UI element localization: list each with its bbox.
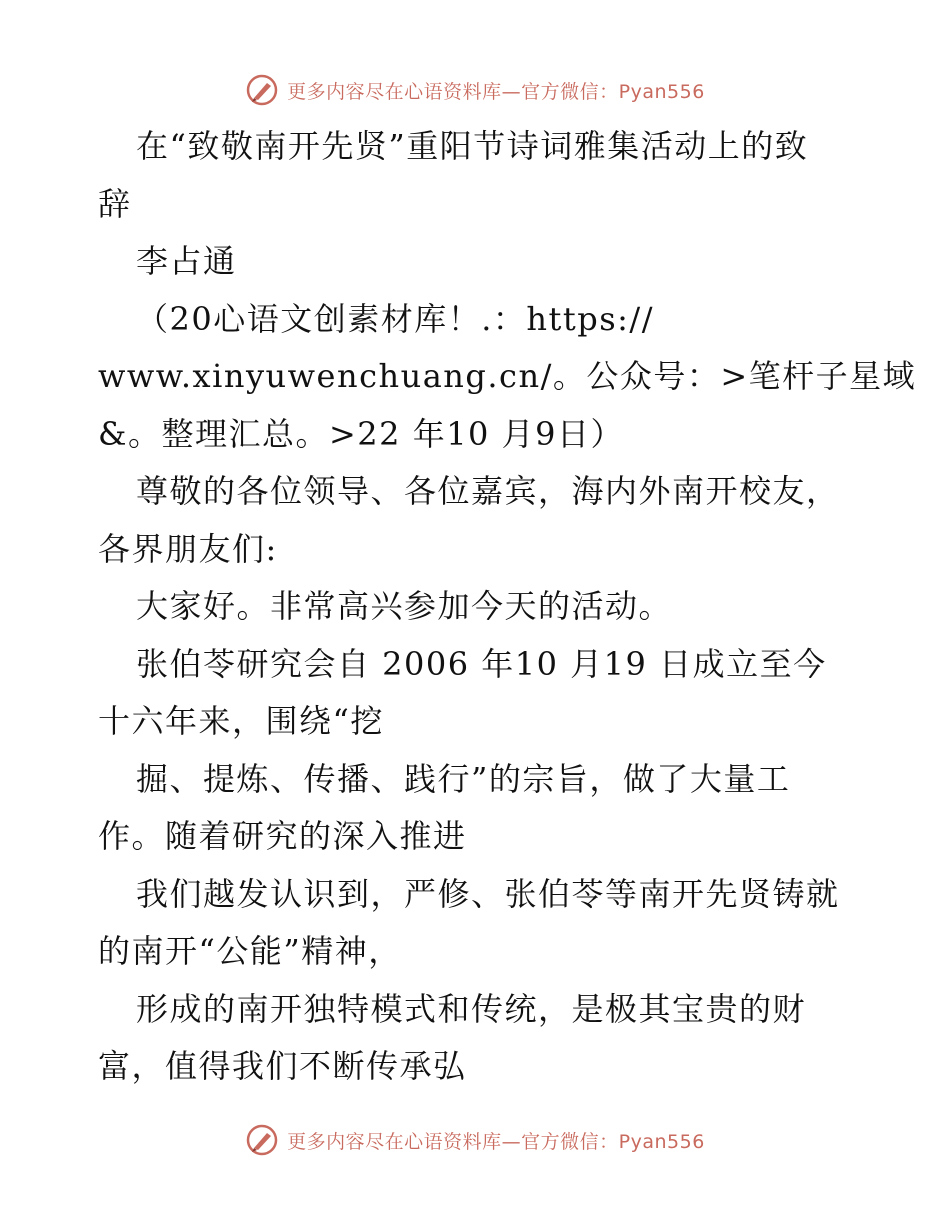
text-line: （20心语文创素材库！.：https:// — [136, 299, 654, 338]
watermark-banner-bottom — [0, 1120, 950, 1160]
text-line: &。整理汇总。>22 年10 月9日） — [98, 414, 624, 453]
text-line: 掘、提炼、传播、践行”的宗旨，做了大量工 — [136, 759, 791, 798]
pen-logo-icon — [245, 73, 279, 107]
pen-logo-icon — [245, 1123, 279, 1157]
text-line: 形成的南开独特模式和传统，是极其宝贵的财 — [136, 989, 807, 1028]
text-line: 富，值得我们不断传承弘 — [98, 1047, 467, 1085]
text-line: 我们越发认识到，严修、张伯苓等南开先贤铸就 — [136, 874, 840, 913]
text-line: 十六年来，围绕“挖 — [98, 702, 384, 740]
text-line: 尊敬的各位领导、各位嘉宾，海内外南开校友， — [136, 472, 840, 510]
text-line: 张伯苓研究会自 2006 年10 月19 日成立至今 — [136, 644, 827, 683]
text-line: 各界朋友们: — [98, 529, 278, 568]
watermark-text: 更多内容尽在心语资料库—官方微信：Pyan556 — [287, 1130, 705, 1153]
text-line: 辞 — [98, 184, 132, 223]
text-line: 大家好。非常高兴参加今天的活动。 — [136, 587, 673, 625]
text-line: 在“致敬南开先贤”重阳节诗词雅集活动上的致 — [136, 127, 809, 165]
text-line: 李占通 — [136, 242, 237, 280]
document-body — [98, 118, 917, 1096]
text-line: 作。随着研究的深入推进 — [98, 817, 467, 855]
text-line: www.xinyuwenchuang.cn/。公众号：>笔杆子星域 — [98, 357, 917, 395]
watermark-banner-top — [0, 70, 950, 110]
text-line: 的南开“公能”精神， — [98, 932, 402, 970]
watermark-text: 更多内容尽在心语资料库—官方微信：Pyan556 — [287, 80, 705, 103]
